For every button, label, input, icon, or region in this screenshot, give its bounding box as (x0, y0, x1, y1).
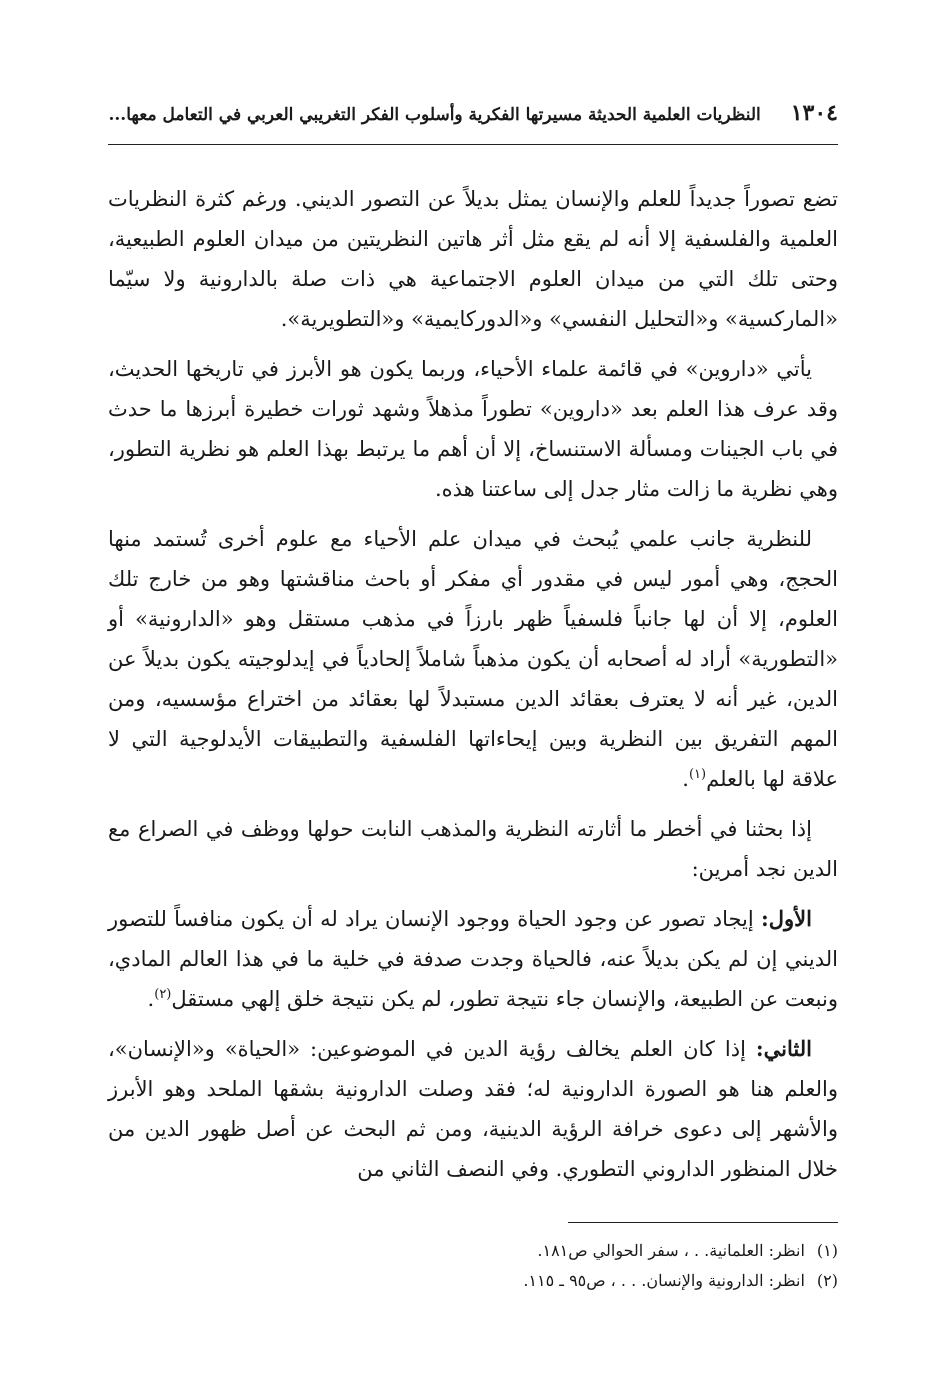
paragraph-text: إذا بحثنا في أخطر ما أثارته النظرية والمذهب النابت حولها ووظف في الصراع مع الدين نجد أمرين: (108, 817, 838, 881)
paragraph-tail: . (147, 987, 155, 1011)
running-title: النظريات العلمية الحديثة مسيرتها الفكرية وأسلوب الفكر التغريبي العربي في التعامل معها... (108, 105, 761, 125)
body-text (108, 179, 838, 1189)
paragraph-text: تضع تصوراً جديداً للعلم والإنسان يمثل بديلاً عن التصور الديني. ورغم كثرة النظريات العلمية والفلسفية إلا أنه لم يقع مثل أثر هاتين النظريتين من ميدان العلوم الطبيعية، وحتى تلك التي من ميدان العلوم الاجتماعية هي ذات صلة بالدارونية ولا سيّما «الماركسية» و«التحليل النفسي» و«الدوركايمية» و«التطويرية». (108, 187, 838, 331)
footnote-ref-1: (١) (688, 767, 707, 782)
paragraph-4 (108, 809, 838, 889)
footnote-number: (٢) (816, 1271, 838, 1290)
footnote-number: (١) (816, 1241, 838, 1260)
footnote-divider (568, 1222, 838, 1223)
paragraph-3 (108, 519, 838, 799)
paragraph-lead: الأول: (761, 906, 812, 931)
footnote-text: انظر: العلمانية. . ، سفر الحوالي ص١٨١. (537, 1241, 805, 1260)
paragraph-1 (108, 179, 838, 339)
paragraph-5 (108, 899, 838, 1019)
page-header (108, 100, 838, 145)
footnote-ref-2: (٢) (154, 987, 172, 1002)
paragraph-text: إذا كان العلم يخالف رؤية الدين في الموضوعين: «الحياة» و«الإنسان»، والعلم هنا هو الصورة الدارونية له؛ فقد وصلت الدارونية بشقها الملحد وهو الأبرز والأشهر إلى دعوى خرافة الرؤية الدينية، ومن ثم البحث عن أصل ظهور الدين من خلال المنظور الداروني التطوري. وفي النصف الثاني من (108, 1037, 838, 1181)
paragraph-lead: الثاني: (755, 1036, 812, 1061)
paragraph-text: للنظرية جانب علمي يُبحث في ميدان علم الأحياء مع علوم أخرى تُستمد منها الحجج، وهي أمور ليس في مقدور أي مفكر أو باحث مناقشتها وهو من خارج تلك العلوم، إلا أن لها جانباً فلسفياً ظهر بارزاً في مذهب مستقل وهو «الدارونية» أو «التطورية» أراد له أصحابه أن يكون مذهباً شاملاً إلحادياً في إيدلوجيته يكون بديلاً عن الدين، غير أنه لا يعترف بعقائد الدين مستبدلاً لها بعقائد من اختراع مؤسسيه، ومن المهم التفريق بين النظرية وبين إيحاءاتها الفلسفية والتطبيقات الأيدلوجية التي لا علاقة لها بالعلم (108, 527, 838, 791)
footnote-text: انظر: الدارونية والإنسان. . . ، ص٩٥ ـ ١١٥. (523, 1271, 805, 1290)
book-page (108, 100, 838, 1290)
paragraph-text: يأتي «داروين» في قائمة علماء الأحياء، وربما يكون هو الأبرز في تاريخها الحديث، وقد عرف هذا العلم بعد «داروين» تطوراً مذهلاً وشهد ثورات خطيرة أبرزها ما حدث في باب الجينات ومسألة الاستنساخ، إلا أن أهم ما يرتبط بهذا العلم هو نظرية التطور، وهي نظرية ما زالت مثار جدل إلى ساعتنا هذه. (108, 357, 838, 501)
footnote-1 (108, 1236, 838, 1266)
page-number: ١٣٠٤ (790, 100, 838, 126)
paragraph-6 (108, 1029, 838, 1189)
paragraph-tail: . (682, 767, 689, 791)
footnotes (108, 1236, 838, 1296)
paragraph-text: إيجاد تصور عن وجود الحياة ووجود الإنسان يراد له أن يكون منافساً للتصور الديني إن لم يكن بديلاً عنه، فالحياة وجدت صدفة في خلية ما في هذا العالم المادي، ونبعت عن الطبيعة، والإنسان جاء نتيجة تطور، لم يكن نتيجة خلق إلهي مستقل (108, 907, 838, 1011)
paragraph-2 (108, 349, 838, 509)
footnote-2 (108, 1266, 838, 1296)
